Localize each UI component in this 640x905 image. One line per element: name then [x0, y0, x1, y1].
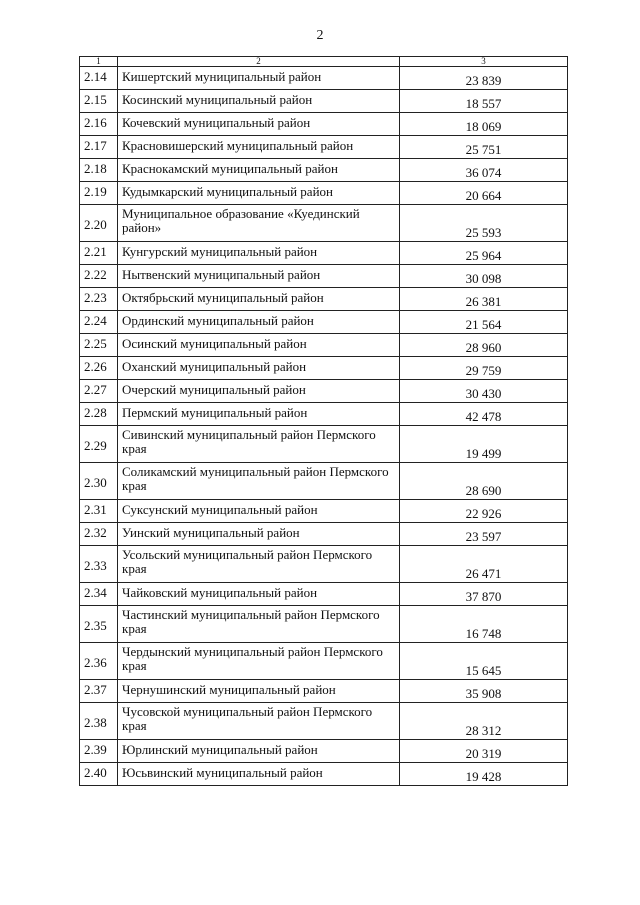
table-row	[80, 205, 568, 242]
table-row	[80, 334, 568, 357]
row-municipality-name: Чусовской муниципальный район Пермского края	[118, 703, 400, 740]
row-number: 2.40	[80, 763, 118, 786]
row-municipality-name: Кудымкарский муниципальный район	[118, 182, 400, 205]
row-value: 30 430	[400, 380, 568, 403]
header-cell-1: 1	[80, 57, 118, 67]
row-municipality-name: Соликамский муниципальный район Пермского края	[118, 463, 400, 500]
table-row	[80, 703, 568, 740]
table-row	[80, 159, 568, 182]
row-value: 19 499	[400, 426, 568, 463]
table-row	[80, 403, 568, 426]
page-number: 2	[316, 28, 324, 43]
row-value: 42 478	[400, 403, 568, 426]
row-number: 2.19	[80, 182, 118, 205]
row-value: 20 664	[400, 182, 568, 205]
row-number: 2.27	[80, 380, 118, 403]
municipal-table	[79, 56, 568, 786]
row-number: 2.32	[80, 523, 118, 546]
row-value: 35 908	[400, 680, 568, 703]
row-number: 2.14	[80, 67, 118, 90]
row-number: 2.20	[80, 205, 118, 242]
row-value: 16 748	[400, 606, 568, 643]
row-municipality-name: Осинский муниципальный район	[118, 334, 400, 357]
row-municipality-name: Октябрьский муниципальный район	[118, 288, 400, 311]
table-row	[80, 606, 568, 643]
row-value: 28 690	[400, 463, 568, 500]
table-row	[80, 90, 568, 113]
row-value: 37 870	[400, 583, 568, 606]
header-cell-3: 3	[400, 57, 568, 67]
row-municipality-name: Муниципальное образование «Куединский район»	[118, 205, 400, 242]
row-municipality-name: Очерский муниципальный район	[118, 380, 400, 403]
table-row	[80, 182, 568, 205]
row-value: 28 312	[400, 703, 568, 740]
table-row	[80, 546, 568, 583]
row-value: 20 319	[400, 740, 568, 763]
row-value: 26 471	[400, 546, 568, 583]
row-municipality-name: Оханский муниципальный район	[118, 357, 400, 380]
row-number: 2.34	[80, 583, 118, 606]
table-row	[80, 311, 568, 334]
table-row	[80, 763, 568, 786]
row-municipality-name: Сивинский муниципальный район Пермского края	[118, 426, 400, 463]
row-municipality-name: Суксунский муниципальный район	[118, 500, 400, 523]
row-value: 30 098	[400, 265, 568, 288]
row-municipality-name: Чердынский муниципальный район Пермского края	[118, 643, 400, 680]
row-value: 23 839	[400, 67, 568, 90]
row-number: 2.18	[80, 159, 118, 182]
row-municipality-name: Юсьвинский муниципальный район	[118, 763, 400, 786]
row-municipality-name: Пермский муниципальный район	[118, 403, 400, 426]
row-municipality-name: Ординский муниципальный район	[118, 311, 400, 334]
table-row	[80, 288, 568, 311]
table-row	[80, 740, 568, 763]
table-row	[80, 265, 568, 288]
row-value: 19 428	[400, 763, 568, 786]
row-number: 2.23	[80, 288, 118, 311]
table-header-row	[80, 57, 568, 67]
row-number: 2.15	[80, 90, 118, 113]
row-number: 2.26	[80, 357, 118, 380]
row-value: 18 557	[400, 90, 568, 113]
table-row	[80, 523, 568, 546]
row-municipality-name: Чернушинский муниципальный район	[118, 680, 400, 703]
row-value: 25 751	[400, 136, 568, 159]
row-number: 2.31	[80, 500, 118, 523]
row-municipality-name: Кочевский муниципальный район	[118, 113, 400, 136]
table-row	[80, 500, 568, 523]
table-row	[80, 643, 568, 680]
row-number: 2.36	[80, 643, 118, 680]
row-municipality-name: Юрлинский муниципальный район	[118, 740, 400, 763]
row-municipality-name: Краснокамский муниципальный район	[118, 159, 400, 182]
row-value: 18 069	[400, 113, 568, 136]
row-number: 2.25	[80, 334, 118, 357]
row-value: 29 759	[400, 357, 568, 380]
table-row	[80, 357, 568, 380]
row-municipality-name: Кунгурский муниципальный район	[118, 242, 400, 265]
header-cell-2: 2	[118, 57, 400, 67]
row-number: 2.24	[80, 311, 118, 334]
row-number: 2.22	[80, 265, 118, 288]
row-number: 2.28	[80, 403, 118, 426]
row-municipality-name: Уинский муниципальный район	[118, 523, 400, 546]
table-row	[80, 242, 568, 265]
row-number: 2.17	[80, 136, 118, 159]
row-municipality-name: Косинский муниципальный район	[118, 90, 400, 113]
row-value: 25 593	[400, 205, 568, 242]
row-value: 15 645	[400, 643, 568, 680]
row-value: 28 960	[400, 334, 568, 357]
row-number: 2.35	[80, 606, 118, 643]
row-number: 2.21	[80, 242, 118, 265]
table-row	[80, 67, 568, 90]
table-row	[80, 583, 568, 606]
row-municipality-name: Чайковский муниципальный район	[118, 583, 400, 606]
row-value: 26 381	[400, 288, 568, 311]
row-municipality-name: Кишертский муниципальный район	[118, 67, 400, 90]
row-value: 22 926	[400, 500, 568, 523]
row-municipality-name: Красновишерский муниципальный район	[118, 136, 400, 159]
row-number: 2.37	[80, 680, 118, 703]
row-number: 2.29	[80, 426, 118, 463]
row-number: 2.39	[80, 740, 118, 763]
row-value: 21 564	[400, 311, 568, 334]
table-row	[80, 380, 568, 403]
row-municipality-name: Усольский муниципальный район Пермского края	[118, 546, 400, 583]
row-municipality-name: Нытвенский муниципальный район	[118, 265, 400, 288]
table-row	[80, 680, 568, 703]
row-number: 2.16	[80, 113, 118, 136]
row-number: 2.30	[80, 463, 118, 500]
row-number: 2.38	[80, 703, 118, 740]
table-row	[80, 463, 568, 500]
table-row	[80, 113, 568, 136]
row-value: 23 597	[400, 523, 568, 546]
row-value: 36 074	[400, 159, 568, 182]
row-number: 2.33	[80, 546, 118, 583]
row-value: 25 964	[400, 242, 568, 265]
table-row	[80, 136, 568, 159]
table-row	[80, 426, 568, 463]
row-municipality-name: Частинский муниципальный район Пермского края	[118, 606, 400, 643]
